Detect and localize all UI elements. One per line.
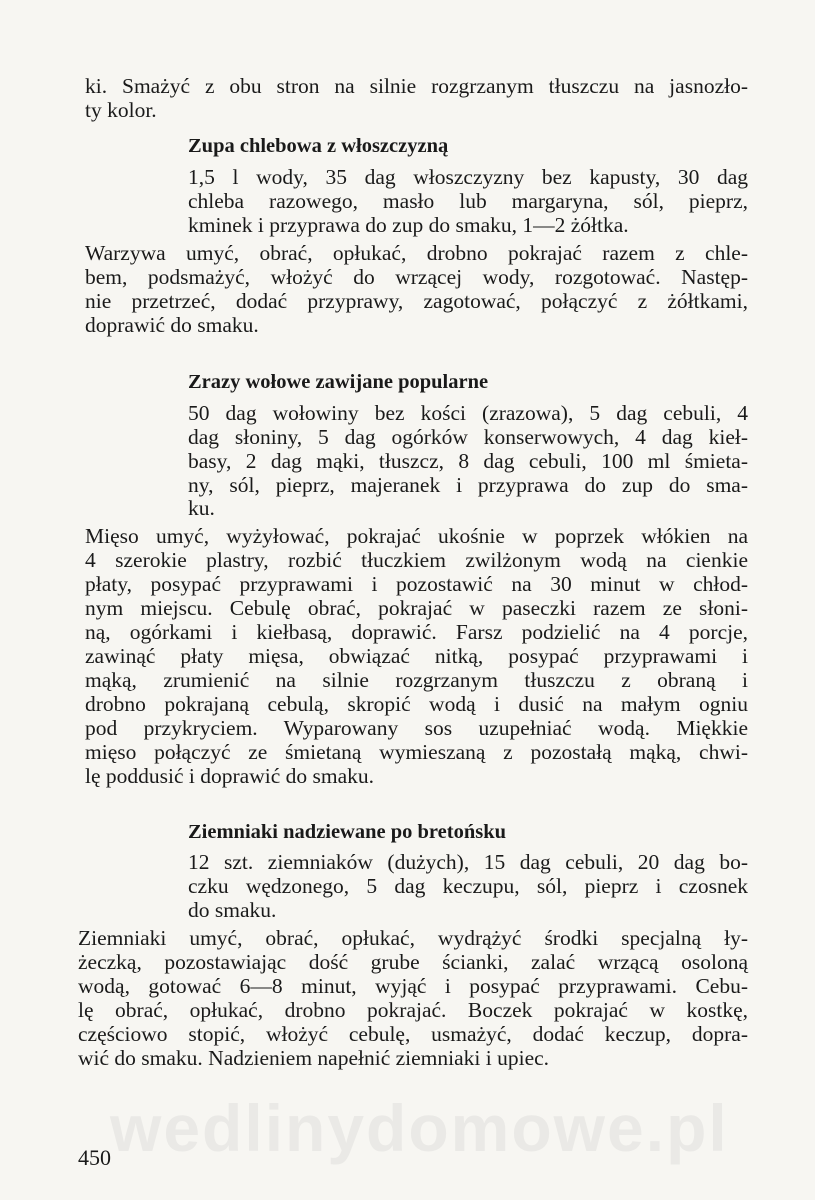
ingredient-line: dag słoniny, 5 dag ogórków konserwowych, 4 dag kieł-	[188, 425, 748, 449]
method-line: mięso połączyć ze śmietaną wymieszaną z pozostałą mąką, chwi-	[85, 740, 748, 764]
method-line: drobno pokrajaną cebulą, skropić wodą i dusić na małym ogniu	[85, 692, 748, 716]
ingredient-line: chleba razowego, masło lub margaryna, sól, pieprz,	[188, 189, 748, 213]
ingredient-line: czku wędzonego, 5 dag keczupu, sól, pieprz i czosnek	[188, 874, 748, 898]
method-line: płaty, posypać przyprawami i pozostawić na 30 minut w chłod-	[85, 572, 748, 596]
method-line: nie przetrzeć, dodać przyprawy, zagotować, połączyć z żółtkami,	[85, 289, 748, 313]
method-line: częściowo stopić, włożyć cebulę, usmażyć, dodać keczup, dopra-	[78, 1022, 748, 1046]
method-line: Mięso umyć, wyżyłować, pokrajać ukośnie w poprzek włókien na	[85, 524, 748, 548]
ingredient-line: 1,5 l wody, 35 dag włoszczyzny bez kapusty, 30 dag	[188, 165, 748, 189]
ingredient-line: do smaku.	[188, 898, 277, 922]
method-line: wić do smaku. Nadzieniem napełnić ziemniaki i upiec.	[78, 1046, 550, 1070]
page-number: 450	[78, 1145, 111, 1170]
method-line: mąką, zrumienić na silnie rozgrzanym tłuszczu z obraną i	[85, 668, 748, 692]
method-line: zawinąć płaty mięsa, obwiązać nitką, posypać przyprawami i	[85, 644, 748, 668]
watermark: wedlinydomowe.pl	[110, 1091, 729, 1165]
method-line: 4 szerokie plastry, rozbić tłuczkiem zwilżonym wodą na cienkie	[85, 548, 748, 572]
recipe-title: Zrazy wołowe zawijane popularne	[188, 371, 489, 393]
ingredient-line: kminek i przyprawa do zup do smaku, 1—2 żółtka.	[188, 213, 629, 237]
ingredient-line: 50 dag wołowiny bez kości (zrazowa), 5 dag cebuli, 4	[188, 401, 748, 425]
method-line: Ziemniaki umyć, obrać, opłukać, wydrążyć środki specjalną ły-	[78, 926, 748, 950]
intro-line: ki. Smażyć z obu stron na silnie rozgrzanym tłuszczu na jasnozło-	[85, 74, 748, 98]
ingredient-line: 12 szt. ziemniaków (dużych), 15 dag cebuli, 20 dag bo-	[188, 850, 748, 874]
intro-line: ty kolor.	[85, 98, 157, 122]
method-line: Warzywa umyć, obrać, opłukać, drobno pokrajać razem z chle-	[85, 241, 748, 265]
recipe-title: Ziemniaki nadziewane po bretońsku	[188, 821, 507, 843]
method-line: nym miejscu. Cebulę obrać, pokrajać w paseczki razem ze słoni-	[85, 596, 748, 620]
method-line: lę obrać, opłukać, drobno pokrajać. Boczek pokrajać w kostkę,	[78, 998, 748, 1022]
ingredient-line: basy, 2 dag mąki, tłuszcz, 8 dag cebuli, 100 ml śmieta-	[188, 449, 748, 473]
method-line: pod przykryciem. Wyparowany sos uzupełniać wodą. Miękkie	[85, 716, 748, 740]
ingredient-line: ku.	[188, 496, 215, 520]
method-line: wodą, gotować 6—8 minut, wyjąć i posypać przyprawami. Cebu-	[78, 974, 748, 998]
method-line: lę poddusić i doprawić do smaku.	[85, 764, 375, 788]
method-line: ną, ogórkami i kiełbasą, doprawić. Farsz podzielić na 4 porcje,	[85, 620, 748, 644]
recipe-title: Zupa chlebowa z włoszczyzną	[188, 135, 449, 157]
method-line: bem, podsmażyć, włożyć do wrzącej wody, rozgotować. Następ-	[85, 265, 748, 289]
method-line: żeczką, pozostawiając dość grube ścianki, zalać wrzącą osoloną	[78, 950, 748, 974]
ingredient-line: ny, sól, pieprz, majeranek i przyprawa do zup do sma-	[188, 473, 748, 497]
method-line: doprawić do smaku.	[85, 313, 259, 337]
